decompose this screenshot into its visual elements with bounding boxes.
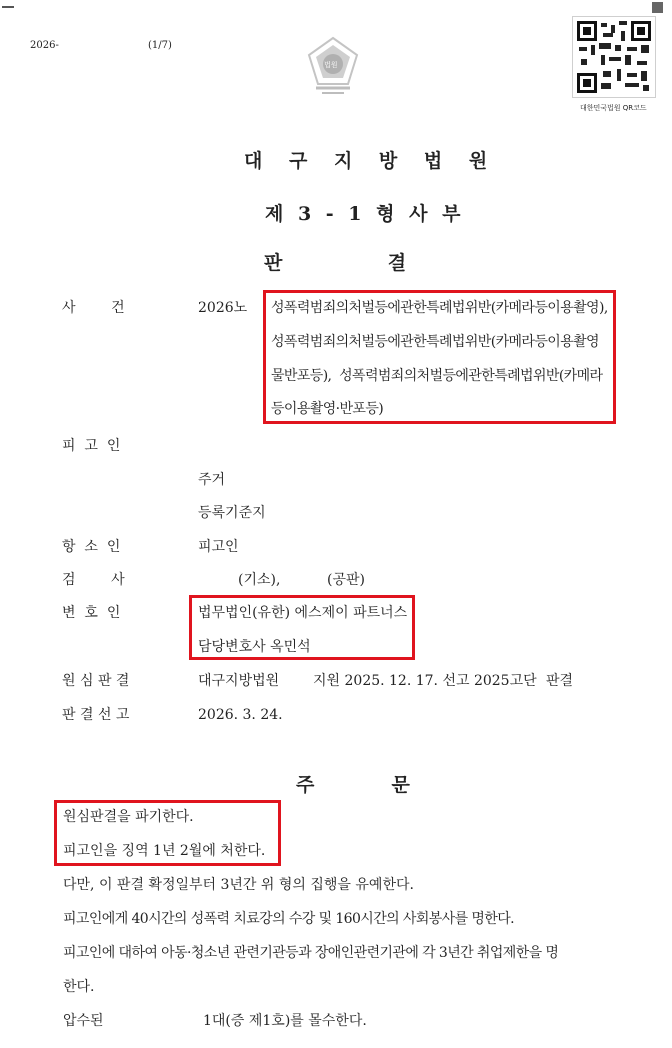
case-label: 사 건 — [62, 300, 125, 316]
scan-mark-left — [2, 6, 14, 8]
original-court: 대구지방법원 — [198, 673, 280, 689]
case-number: 2026노 — [198, 300, 248, 316]
verdict-date-label: 판 결 선 고 — [62, 707, 130, 723]
original-judgment-end: 판결 — [546, 673, 574, 689]
case-line: 등이용촬영·반포등) — [271, 401, 384, 417]
case-highlight-box — [263, 290, 616, 424]
counsel-firm: 법무법인(유한) 에스제이 파트너스 — [198, 605, 408, 621]
appellant-value: 피고인 — [198, 539, 239, 555]
prosecutor-indictment: (기소), — [238, 572, 281, 588]
header-page-count: (1/7) — [148, 40, 172, 51]
qr-code — [572, 16, 656, 98]
counsel-highlight-box — [189, 595, 415, 660]
order-line: 피고인에 대하여 아동·청소년 관련기관등과 장애인관련기관에 각 3년간 취업제한을 명 — [63, 945, 559, 961]
case-line: 물반포등), 성폭력범죄의처벌등에관한특례법위반(카메라 — [271, 368, 603, 384]
scan-mark-right — [652, 2, 663, 13]
court-name: 대 구 지 방 법 원 — [244, 150, 498, 172]
prosecutor-label: 검 사 — [62, 572, 125, 588]
court-emblem — [304, 36, 362, 96]
prosecutor-trial: (공판) — [327, 572, 365, 588]
order-line: 원심판결을 파기한다. — [63, 809, 194, 825]
qr-caption: 대한민국법원 QR코드 — [580, 104, 647, 112]
order-line: 피고인을 징역 1년 2월에 처한다. — [63, 843, 266, 859]
order-line: 다만, 이 판결 확정일부터 3년간 위 형의 집행을 유예한다. — [63, 877, 414, 893]
header-year-prefix: 2026- — [30, 40, 59, 51]
defendant-label: 피 고 인 — [62, 438, 121, 454]
order-line: 피고인에게 40시간의 성폭력 치료강의 수강 및 160시간의 사회봉사를 명한다. — [63, 911, 514, 927]
verdict-date: 2026. 3. 24. — [198, 707, 283, 723]
seized-value: 1대(증 제1호)를 몰수한다. — [203, 1013, 367, 1029]
counsel-label: 변 호 인 — [62, 605, 121, 621]
registered-domicile-label: 등록기준지 — [198, 505, 266, 521]
counsel-attorney: 담당변호사 옥민석 — [198, 639, 311, 655]
division-name: 제 3 - 1 형 사 부 — [265, 203, 465, 225]
address-label: 주거 — [198, 472, 226, 488]
appellant-label: 항 소 인 — [62, 539, 121, 555]
order-title: 주 문 — [296, 774, 411, 796]
original-judgment-label: 원 심 판 결 — [62, 673, 130, 689]
seized-label: 압수된 — [63, 1013, 104, 1029]
document-type: 판 결 — [264, 252, 409, 274]
case-line: 성폭력범죄의처벌등에관한특례법위반(카메라등이용촬영), — [271, 300, 608, 316]
order-highlight-box — [54, 800, 281, 866]
order-line: 한다. — [63, 979, 95, 995]
case-line: 성폭력범죄의처벌등에관한특례법위반(카메라등이용촬영 — [271, 334, 599, 350]
original-judgment-detail: 지원 2025. 12. 17. 선고 2025고단 — [313, 673, 537, 689]
emblem-text: 법원 — [324, 61, 338, 69]
